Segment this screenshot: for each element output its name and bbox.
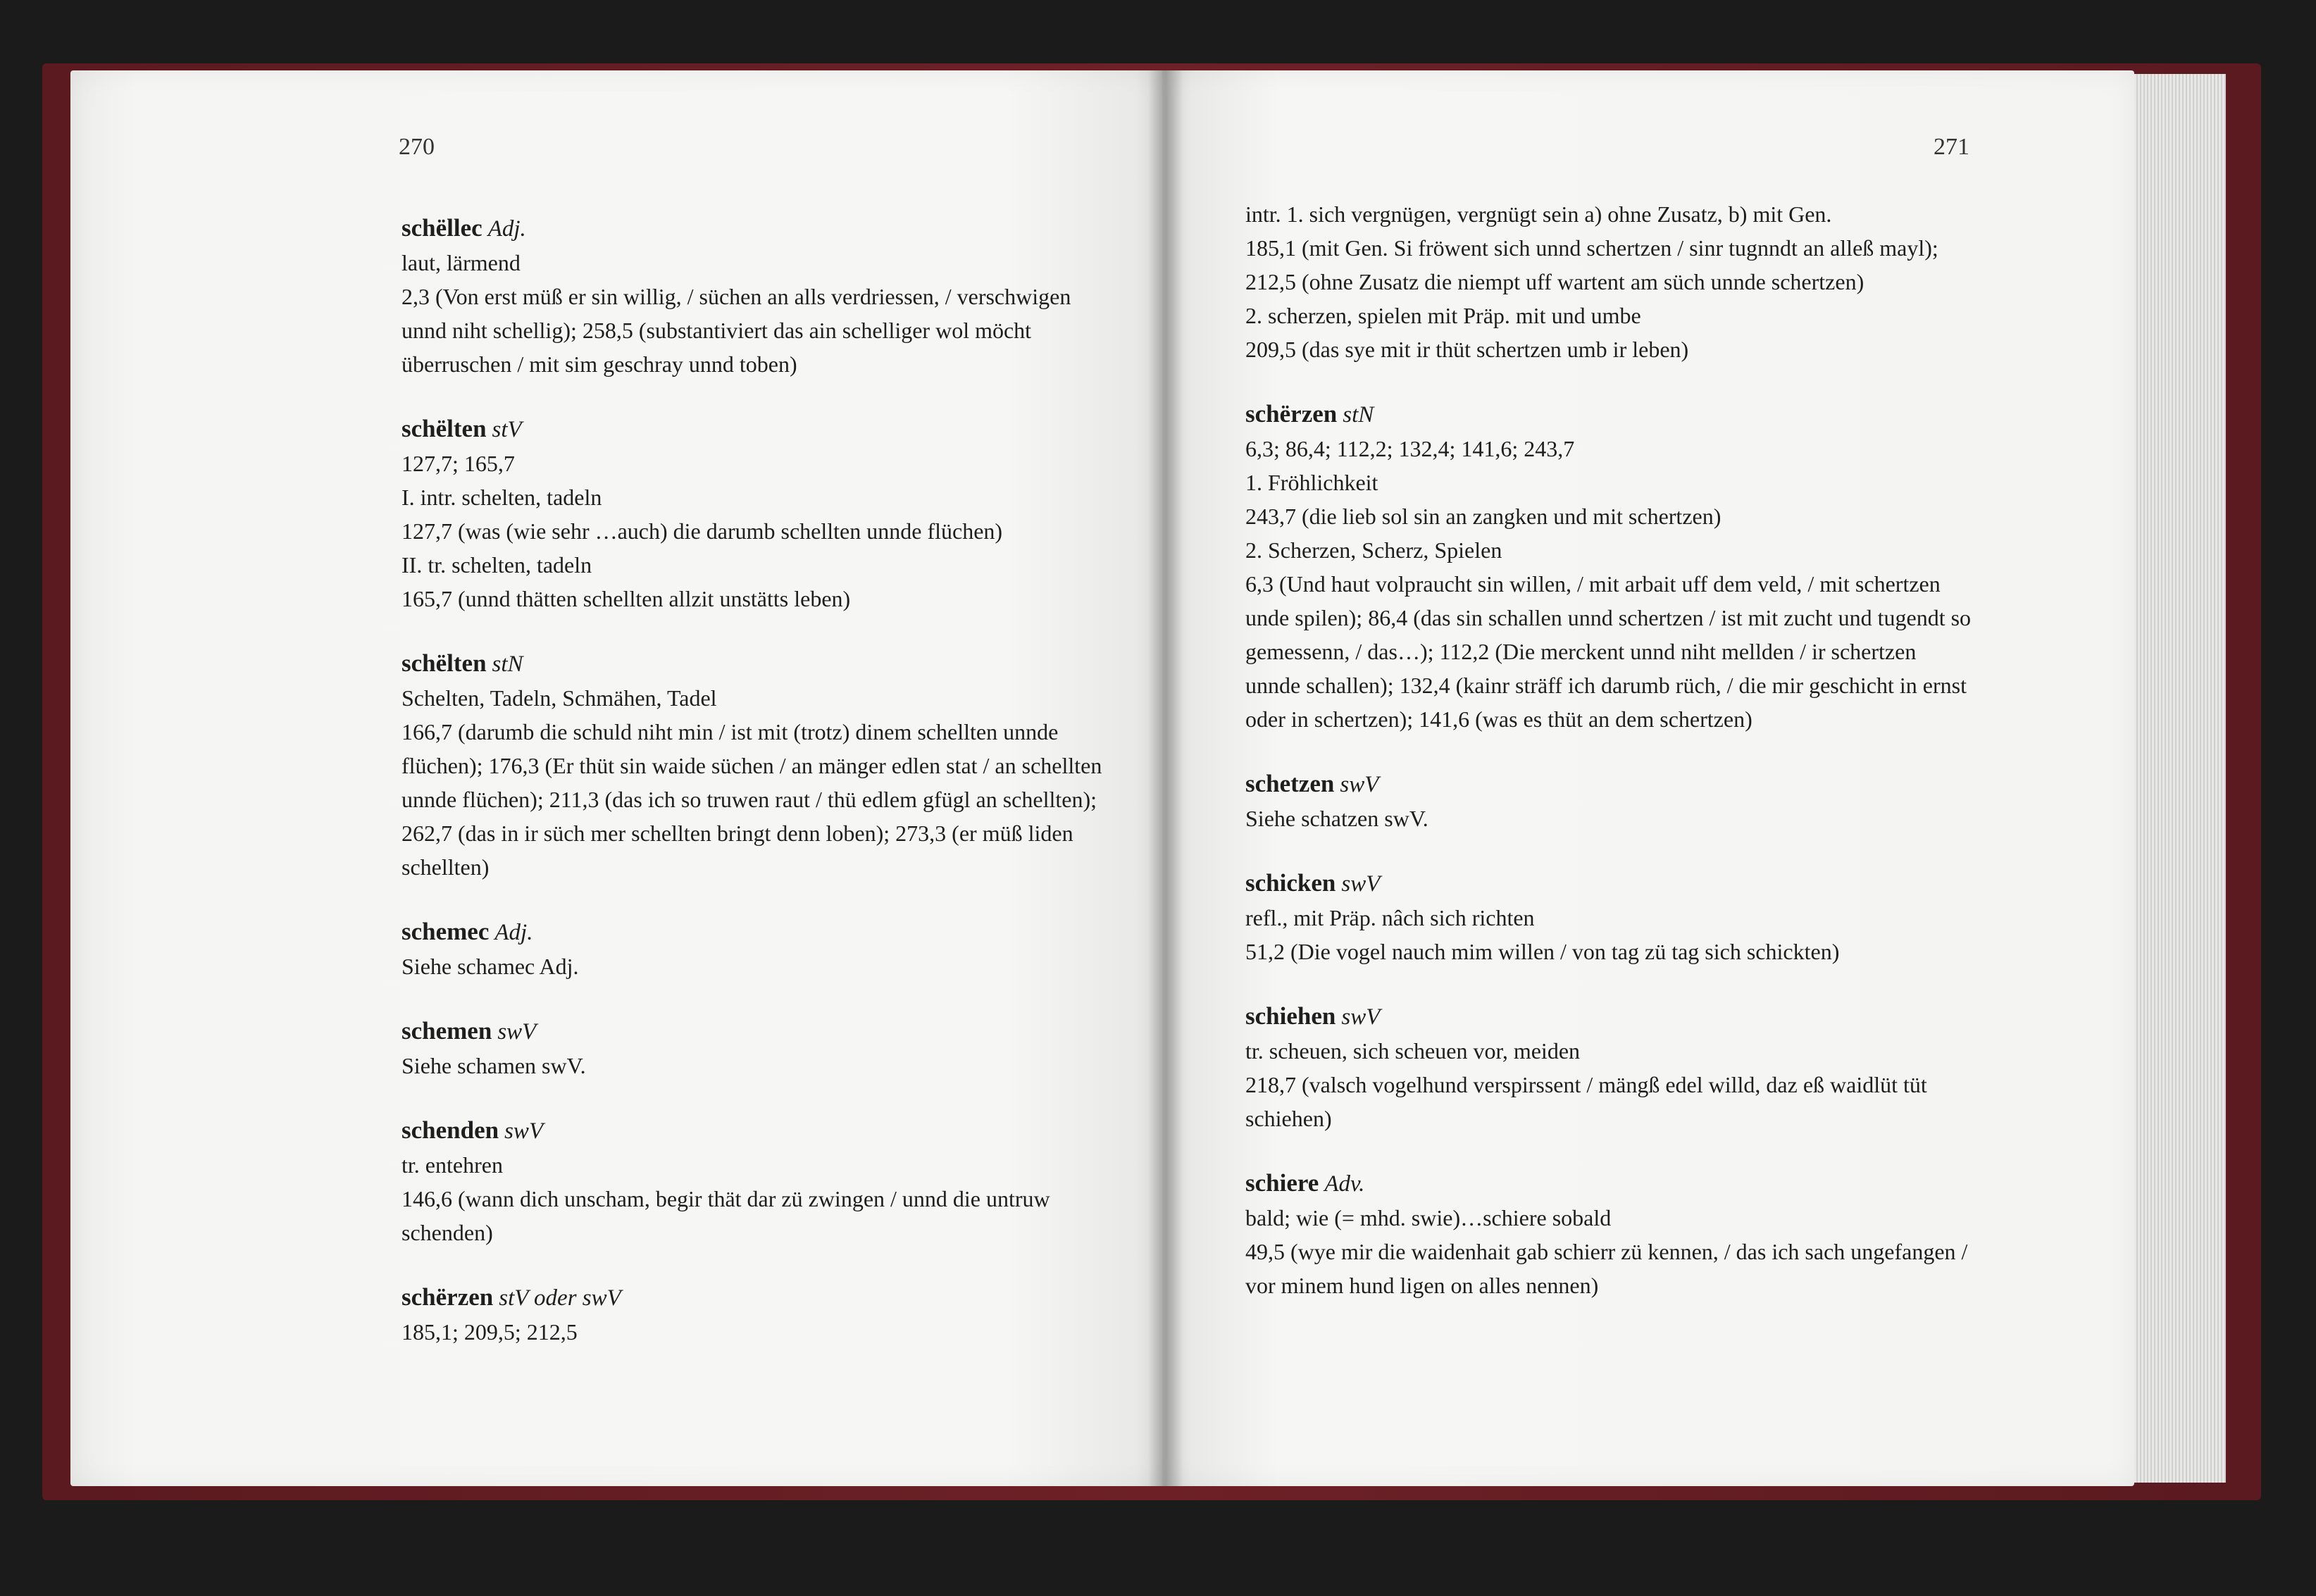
entry-line: bald; wie (= mhd. swie)…schiere sobald [1245,1205,1612,1230]
entry-line: 165,7 (unnd thätten schellten allzit unstätts leben) [401,586,851,611]
grammar-tag: swV [1341,1004,1381,1030]
dictionary-entry [401,1280,1120,1349]
dictionary-entry [401,1114,1120,1249]
dictionary-entry [1245,1166,1974,1302]
entry-line: 6,3; 86,4; 112,2; 132,4; 141,6; 243,7 [1245,436,1575,461]
dictionary-entry [1245,866,1974,968]
lemma: schemen [401,1017,492,1045]
entry-line: refl., mit Präp. nâch sich richten [1245,905,1535,930]
lemma: schiehen [1245,1002,1336,1030]
lemma: schicken [1245,869,1336,897]
lemma: schëlten [401,415,487,442]
entry-line: 127,7; 165,7 [401,451,515,476]
entry-headword [1245,999,1974,1034]
lemma: schërzen [1245,400,1338,428]
entry-line: tr. scheuen, sich scheuen vor, meiden [1245,1038,1581,1064]
entry-line: 243,7 (die lieb sol sin an zangken und mit schertzen) [1245,504,1722,529]
dictionary-entry [1245,197,1974,366]
lemma: schërzen [401,1283,494,1311]
grammar-tag: stN [1343,402,1374,428]
entry-line: laut, lärmend [401,250,521,275]
lemma: schenden [401,1116,499,1144]
dictionary-entry [401,1014,1120,1083]
grammar-tag: swV [504,1118,544,1144]
book-gutter [1148,70,1183,1486]
dictionary-entry [401,647,1120,884]
entry-line: 218,7 (valsch vogelhund verspirssent / mängß edel willd, daz eß waidlüt tüt schiehen) [1245,1072,1927,1131]
grammar-tag: stN [492,652,523,677]
lemma: schetzen [1245,770,1335,797]
grammar-tag: Adj. [487,216,526,242]
grammar-tag: swV [1341,871,1381,897]
entry-line: 6,3 (Und haut volpraucht sin willen, / mit arbait uff dem veld, / mit schertzen unde spilen); 86,4 (das sin schallen unnd schertzen / ist mit zucht und tugendt so gemessenn, / das…); 112,2 (Die merckent unnd niht mellden / ir schertzen unnde schallen); 132,4 (kainr sträff ich darumb rüch, / die mir geschicht in ernst oder in schertzen); 141,6 (was es thüt an dem schertzen) [1245,571,1972,732]
entry-line: 2,3 (Von erst müß er sin willig, / süchen an alls verdriessen, / verschwigen unnd niht schellig); 258,5 (substantiviert das ain schelliger wol möcht überruschen / mit sim geschray unnd toben) [401,284,1071,377]
entry-line: 185,1; 209,5; 212,5 [401,1319,578,1345]
entry-headword [1245,767,1974,802]
dictionary-entry [1245,999,1974,1135]
entry-headword [1245,1166,1974,1201]
entry-headword [401,915,1120,949]
left-column [401,211,1120,1380]
dictionary-entry [1245,767,1974,835]
grammar-tag: Adv. [1324,1171,1365,1197]
entry-line: 209,5 (das sye mit ir thüt schertzen umb ir leben) [1245,337,1689,362]
entry-line: tr. entehren [401,1152,503,1178]
entry-headword [401,1280,1120,1315]
entry-line: 2. Scherzen, Scherz, Spielen [1245,537,1502,563]
entry-line: II. tr. schelten, tadeln [401,552,592,578]
grammar-tag: swV [497,1019,537,1045]
entry-headword [401,412,1120,447]
grammar-tag: swV [1340,772,1379,797]
lemma: schemec [401,918,490,945]
entry-headword [401,1014,1120,1049]
entry-line: I. intr. schelten, tadeln [401,485,602,510]
dictionary-entry [401,412,1120,616]
dictionary-entry [401,915,1120,983]
entry-line: 146,6 (wann dich unscham, begir thät dar zü zwingen / unnd die untruw schenden) [401,1186,1050,1245]
lemma: schiere [1245,1169,1319,1197]
entry-headword [1245,397,1974,432]
entry-headword [401,1114,1120,1148]
entry-line: 2. scherzen, spielen mit Präp. mit und umbe [1245,303,1641,328]
entry-line: 166,7 (darumb die schuld niht min / ist mit (trotz) dinem schellten unnde flüchen); 176,3 (Er thüt sin waide süchen / an mänger edlen stat / an schellten unnde flüchen); 211,3 (das ich so truwen raut / thü edlem gfügl an schellten); 262,7 (das in ir süch mer schellten bringt denn loben); 273,3 (er müß liden schellten) [401,719,1102,880]
entry-headword [1245,866,1974,901]
grammar-tag: Adj. [494,920,533,945]
entry-line: 1. Fröhlichkeit [1245,470,1378,495]
grammar-tag: stV oder swV [499,1285,621,1311]
entry-line: Siehe schatzen swV. [1245,806,1428,831]
grammar-tag: stV [492,417,522,442]
left-page-number: 270 [399,134,435,160]
dictionary-entry [401,211,1120,381]
lemma: schëllec [401,214,482,242]
entry-line: Schelten, Tadeln, Schmähen, Tadel [401,685,717,711]
entry-line: 127,7 (was (wie sehr …auch) die darumb schellten unnde flüchen) [401,518,1003,544]
entry-line: 49,5 (wye mir die waidenhait gab schierr zü kennen, / das ich sach ungefangen / vor minem hund ligen on alles nennen) [1245,1239,1968,1298]
entry-line: 51,2 (Die vogel nauch mim willen / von tag zü tag sich schickten) [1245,939,1840,964]
entry-headword [401,211,1120,246]
entry-line: Siehe schamec Adj. [401,954,579,979]
entry-line: intr. 1. sich vergnügen, vergnügt sein a) ohne Zusatz, b) mit Gen. [1245,201,1832,227]
entry-headword [401,647,1120,681]
dictionary-entry [1245,397,1974,736]
entry-line: Siehe schamen swV. [401,1053,586,1078]
right-column [1245,197,1974,1333]
lemma: schëlten [401,649,487,677]
page-edges [2134,74,2226,1483]
entry-line: 185,1 (mit Gen. Si fröwent sich unnd schertzen / sinr tugnndt an alleß mayl); 212,5 (ohne Zusatz die niempt uff wartent am süch unnde schertzen) [1245,235,1938,294]
right-page-number: 271 [1934,134,1969,160]
